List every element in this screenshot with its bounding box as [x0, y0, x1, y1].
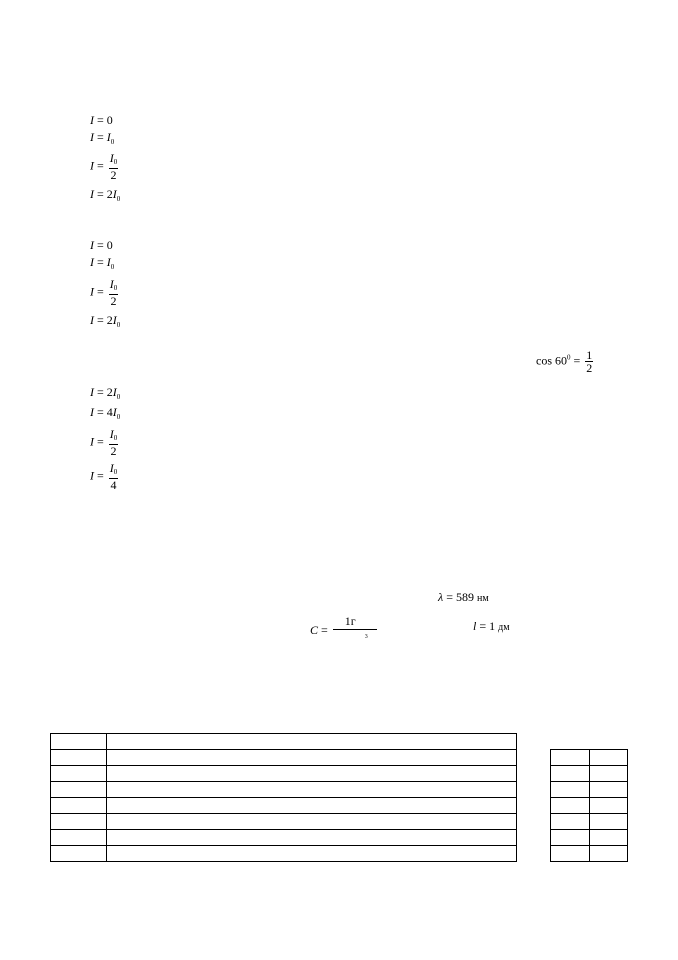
- subscript: 0: [113, 468, 118, 476]
- length-symbol: l: [473, 619, 477, 633]
- table-cell: [589, 750, 628, 766]
- table-row: [551, 782, 628, 798]
- intensity-symbol: I: [112, 313, 117, 327]
- fraction-bar: [333, 629, 377, 630]
- equals-sign: =: [97, 255, 104, 269]
- intensity-symbol: I: [90, 113, 94, 127]
- equals-sign: =: [446, 590, 453, 604]
- coefficient: 2: [106, 313, 113, 327]
- denominator: 2: [110, 294, 117, 308]
- equals-sign: =: [97, 187, 104, 201]
- equals-sign: =: [97, 385, 104, 399]
- intensity-symbol: I: [90, 255, 94, 269]
- q2-option-3: [90, 278, 118, 307]
- denominator: 2: [110, 444, 117, 458]
- table-cell: [551, 814, 590, 830]
- subscript: 0: [110, 138, 115, 146]
- intensity-symbol: I: [90, 468, 94, 483]
- numerator: I: [109, 151, 114, 165]
- table-cell: [551, 798, 590, 814]
- q2-option-1: [90, 238, 113, 252]
- table-cell: [589, 782, 628, 798]
- table-row: [51, 750, 517, 766]
- subscript: 0: [116, 393, 121, 401]
- q2-option-2: [90, 255, 114, 274]
- q3-option-3: [90, 428, 118, 457]
- table-row: [551, 814, 628, 830]
- equals-sign: =: [97, 130, 104, 144]
- intensity-symbol: I: [90, 405, 94, 419]
- q3-option-2: [90, 405, 120, 424]
- subscript: 0: [113, 158, 118, 166]
- equals-sign: =: [97, 313, 104, 327]
- table-row: [51, 846, 517, 862]
- equals-sign: =: [97, 113, 104, 127]
- table-row: [51, 734, 517, 750]
- coefficient: 2: [106, 187, 113, 201]
- intensity-symbol: I: [90, 385, 94, 399]
- degree-superscript: 0: [567, 353, 571, 362]
- table-cell: [107, 782, 517, 798]
- fraction: [109, 278, 119, 307]
- table-cell: [107, 814, 517, 830]
- denominator-superscript: 3: [364, 634, 368, 640]
- table-cell: [51, 798, 107, 814]
- table-cell: [107, 798, 517, 814]
- intensity-symbol: I: [106, 130, 111, 144]
- table-row: [551, 750, 628, 766]
- coefficient: 4: [106, 405, 113, 419]
- length-unit: дм: [498, 622, 510, 633]
- q1-option-3: [90, 152, 118, 181]
- coefficient: 2: [106, 385, 113, 399]
- value: 0: [106, 238, 113, 252]
- table-row: [551, 830, 628, 846]
- subscript: 0: [113, 434, 118, 442]
- length-value: 1: [489, 619, 496, 633]
- table-cell: [551, 766, 590, 782]
- q1-option-1: [90, 113, 113, 127]
- table-cell: [51, 734, 107, 750]
- table-cell: [51, 830, 107, 846]
- table-row: [551, 766, 628, 782]
- equals-sign: =: [97, 158, 104, 173]
- equals-sign: =: [97, 238, 104, 252]
- equals-sign: =: [97, 405, 104, 419]
- lambda-symbol: λ: [438, 590, 444, 604]
- table-row: [551, 798, 628, 814]
- intensity-symbol: I: [90, 284, 94, 299]
- table-cell: [551, 782, 590, 798]
- fraction: [109, 462, 119, 491]
- subscript: 0: [110, 263, 115, 271]
- q3-option-4: [90, 462, 118, 491]
- table-cell: [107, 846, 517, 862]
- table-cell: [589, 846, 628, 862]
- subscript: 0: [116, 413, 121, 421]
- denominator: 4: [110, 478, 117, 492]
- denominator: 2: [586, 361, 593, 375]
- fraction: [109, 152, 119, 181]
- fraction: [109, 428, 119, 457]
- numerator: I: [109, 427, 114, 441]
- table-cell: [551, 846, 590, 862]
- intensity-symbol: I: [90, 130, 94, 144]
- table-row: [551, 846, 628, 862]
- table-cell: [51, 846, 107, 862]
- intensity-symbol: I: [106, 255, 111, 269]
- cos-lhs: cos 60: [536, 353, 567, 368]
- intensity-symbol: I: [90, 238, 94, 252]
- subscript: 0: [116, 195, 121, 203]
- intensity-symbol: I: [90, 187, 94, 201]
- intensity-symbol: I: [90, 158, 94, 173]
- cos-expression: [536, 349, 593, 374]
- equals-sign: =: [321, 623, 328, 637]
- table-cell: [107, 830, 517, 846]
- table-row: [51, 782, 517, 798]
- intensity-symbol: I: [112, 385, 117, 399]
- q3-option-1: [90, 385, 120, 404]
- equals-sign: =: [97, 468, 104, 483]
- table-cell: [551, 750, 590, 766]
- equals-sign: =: [97, 434, 104, 449]
- fraction: [331, 614, 377, 640]
- equals-sign: =: [97, 284, 104, 299]
- value: 0: [106, 113, 113, 127]
- table-cell: [51, 766, 107, 782]
- wavelength-expression: [438, 590, 489, 606]
- table-cell: [51, 782, 107, 798]
- table-cell: [589, 766, 628, 782]
- q2-option-4: [90, 313, 120, 332]
- intensity-symbol: I: [90, 434, 94, 449]
- table-cell: [107, 766, 517, 782]
- table-row: [51, 830, 517, 846]
- table-cell: [589, 814, 628, 830]
- equals-sign: =: [479, 619, 487, 633]
- subscript: 0: [116, 321, 121, 329]
- table-cell: [551, 830, 590, 846]
- intensity-symbol: I: [112, 187, 117, 201]
- table-cell: [51, 814, 107, 830]
- table-row: [51, 798, 517, 814]
- table-cell: [589, 798, 628, 814]
- concentration-expression: [310, 614, 377, 640]
- score-table: [550, 749, 628, 862]
- table-cell: [51, 750, 107, 766]
- q1-option-2: [90, 130, 114, 149]
- length-expression: [473, 619, 510, 635]
- fraction: [585, 349, 593, 374]
- intensity-symbol: I: [90, 313, 94, 327]
- table-cell: [107, 734, 517, 750]
- subscript: 0: [113, 284, 118, 292]
- table-row: [51, 814, 517, 830]
- table-cell: [589, 830, 628, 846]
- intensity-symbol: I: [112, 405, 117, 419]
- table-cell: [107, 750, 517, 766]
- concentration-symbol: C: [310, 623, 319, 637]
- q1-option-4: [90, 187, 120, 206]
- numerator: I: [109, 277, 114, 291]
- numerator: 1: [586, 348, 593, 362]
- denominator: 2: [110, 168, 117, 182]
- answer-table: [50, 733, 517, 862]
- wavelength-value: 589: [455, 590, 474, 604]
- numerator: I: [109, 461, 114, 475]
- table-row: [51, 766, 517, 782]
- numerator: 1г: [344, 614, 356, 628]
- equals-sign: =: [573, 353, 581, 368]
- wavelength-unit: нм: [476, 593, 489, 604]
